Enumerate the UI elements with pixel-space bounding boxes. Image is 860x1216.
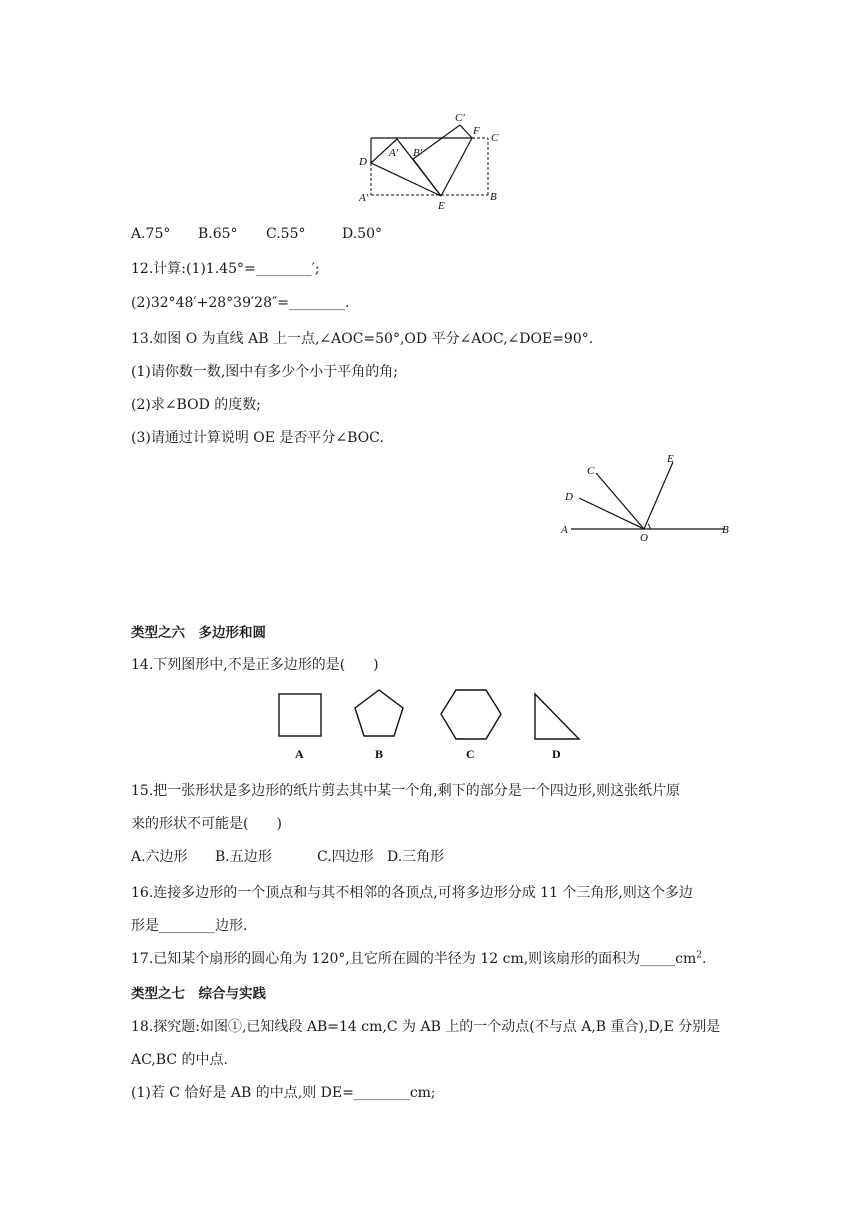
label-e: E [438, 200, 445, 210]
caption-b: B [375, 747, 384, 761]
q13-part3: (3)请通过计算说明 OE 是否平分∠BOC. [131, 430, 384, 446]
polygon-options-figure [270, 682, 590, 764]
option-c: C.55° [266, 226, 306, 242]
pentagon-shape [355, 690, 403, 736]
q14-stem: 14.下列图形中,不是正多边形的是( ) [131, 657, 379, 673]
label-a: A [561, 524, 568, 536]
square-shape [279, 694, 321, 736]
caption-a: A [295, 747, 304, 761]
label-b-prime: B′ [413, 147, 423, 159]
label-b: B [490, 191, 497, 203]
q12-line2: (2)32°48′+28°39′28″=________. [131, 295, 350, 311]
q18-line1: 18.探究题:如图①,已知线段 AB=14 cm,C 为 AB 上的一个动点(不与点 A,B 重合),D,E 分别是 [131, 1019, 721, 1035]
q11-options [131, 226, 382, 242]
q18-line2: AC,BC 的中点. [131, 1052, 228, 1068]
option-a: A.75° [131, 226, 171, 242]
triangle-shape [535, 694, 579, 739]
q13-part2: (2)求∠BOD 的度数; [131, 397, 261, 413]
option-c: C.四边形 [317, 849, 374, 865]
option-a: A.六边形 [131, 849, 188, 865]
fold-rectangle-figure [355, 108, 505, 210]
label-a-prime: A′ [389, 147, 399, 159]
q15-line1: 15.把一张形状是多边形的纸片剪去其中某一个角,剩下的部分是一个四边形,则这张纸片原 [131, 783, 681, 799]
q16-line1: 16.连接多边形的一个顶点和与其不相邻的各顶点,可将多边形分成 11 个三角形,则这个多边 [131, 885, 693, 901]
q13-stem: 13.如图 O 为直线 AB 上一点,∠AOC=50°,OD 平分∠AOC,∠DOE=90°. [131, 331, 594, 347]
q15-line2: 来的形状不可能是( ) [131, 816, 282, 832]
label-c: C [491, 132, 499, 144]
q13-part1: (1)请你数一数,图中有多少个小于平角的角; [131, 364, 398, 380]
angle-figure [555, 450, 745, 545]
option-b: B.五边形 [215, 849, 272, 865]
caption-c: C [466, 747, 475, 761]
option-d: D.三角形 [387, 849, 445, 865]
label-f: F [473, 125, 480, 137]
label-d: D [565, 491, 573, 503]
label-a-prime-bottom: A′ [359, 192, 369, 204]
label-o: O [640, 532, 648, 544]
q17-end: . [702, 951, 707, 967]
caption-d: D [552, 747, 561, 761]
label-b: B [722, 524, 729, 536]
label-c: C [587, 465, 595, 477]
q16-line2: 形是________边形. [131, 918, 248, 934]
option-d: D.50° [342, 226, 382, 242]
label-c-prime: C′ [455, 112, 465, 124]
label-d: D [359, 156, 367, 168]
label-e: E [667, 453, 674, 465]
q17-text [131, 948, 706, 968]
hexagon-shape [441, 690, 501, 739]
section-heading-7: 类型之七 综合与实践 [131, 986, 266, 1002]
section-heading-6: 类型之六 多边形和圆 [131, 625, 266, 641]
q17-body: 17.已知某个扇形的圆心角为 120°,且它所在圆的半径为 12 cm,则该扇形的面积为_____cm [131, 951, 697, 967]
q18-part1: (1)若 C 恰好是 AB 的中点,则 DE=________cm; [131, 1085, 436, 1101]
q12-line1: 12.计算:(1)1.45°=________′; [131, 261, 320, 277]
q17-superscript: 2 [696, 950, 703, 961]
q15-options [131, 846, 444, 866]
option-b: B.65° [198, 226, 238, 242]
